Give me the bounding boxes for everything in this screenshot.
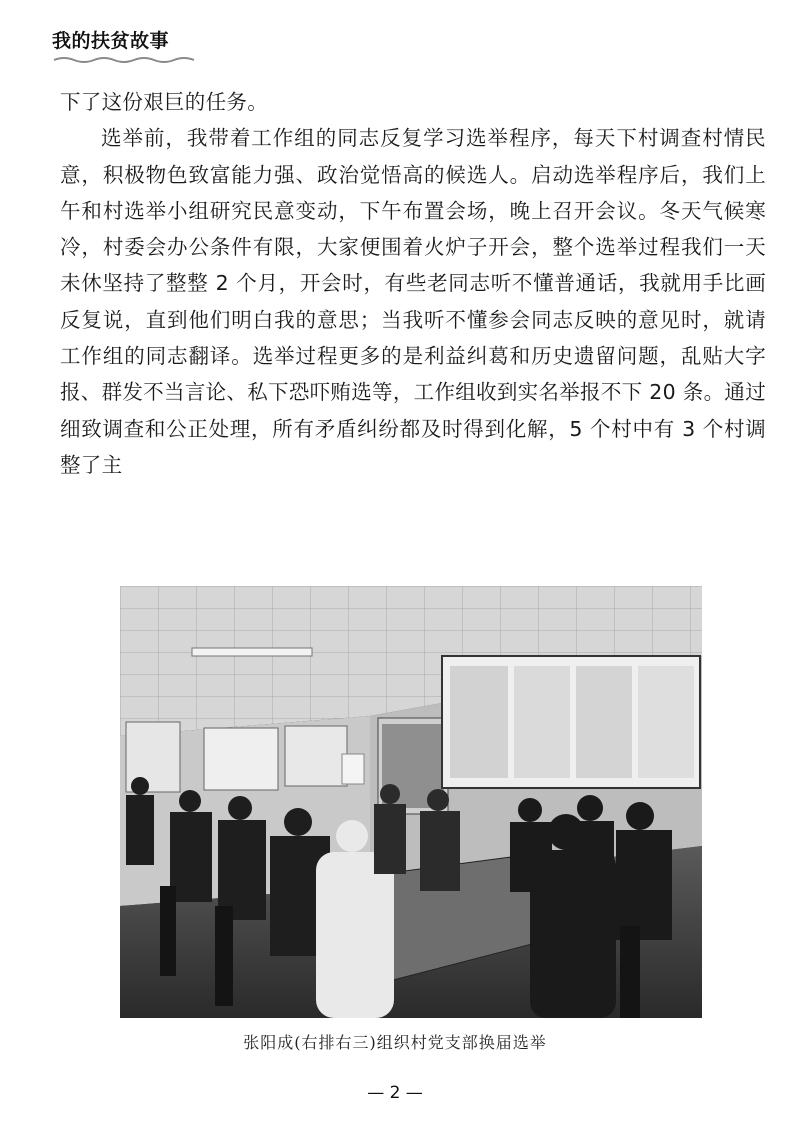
paragraph-2: 选举前，我带着工作组的同志反复学习选举程序，每天下村调查村情民意，积极物色致富能力强、政治觉悟高的候选人。启动选举程序后，我们上午和村选举小组研究民意变动，下午布置会场，晚上召开会议。冬天气候寒冷，村委会办公条件有限，大家便围着火炉子开会，整个选举过程我们一天未休坚持了整整 2 个月，开会时，有些老同志听不懂普通话，我就用手比画反复说，直到他们明白我的意思；当我听不懂参会同志反映的意见时，就请工作组的同志翻译。选举过程更多的是利益纠葛和历史遗留问题，乱贴大字报、群发不当言论、私下恐吓贿选等，工作组收到实名举报不下 20 条。通过细致调查和公正处理，所有矛盾纠纷都及时得到化解，5 个村中有 3 个村调整了主 <box>60 126 766 477</box>
meeting-photo <box>120 586 702 1018</box>
meeting-photo-illustration <box>120 586 702 1018</box>
header-title: 我的扶贫故事 <box>52 30 170 52</box>
header-wave-decoration <box>52 55 202 65</box>
body-text <box>60 84 766 483</box>
page-number: — 2 — <box>367 1083 423 1103</box>
paragraph-1: 下了这份艰巨的任务。 <box>60 90 268 114</box>
photo-caption: 张阳成(右排右三)组织村党支部换届选举 <box>243 1033 547 1052</box>
running-header <box>52 26 202 65</box>
